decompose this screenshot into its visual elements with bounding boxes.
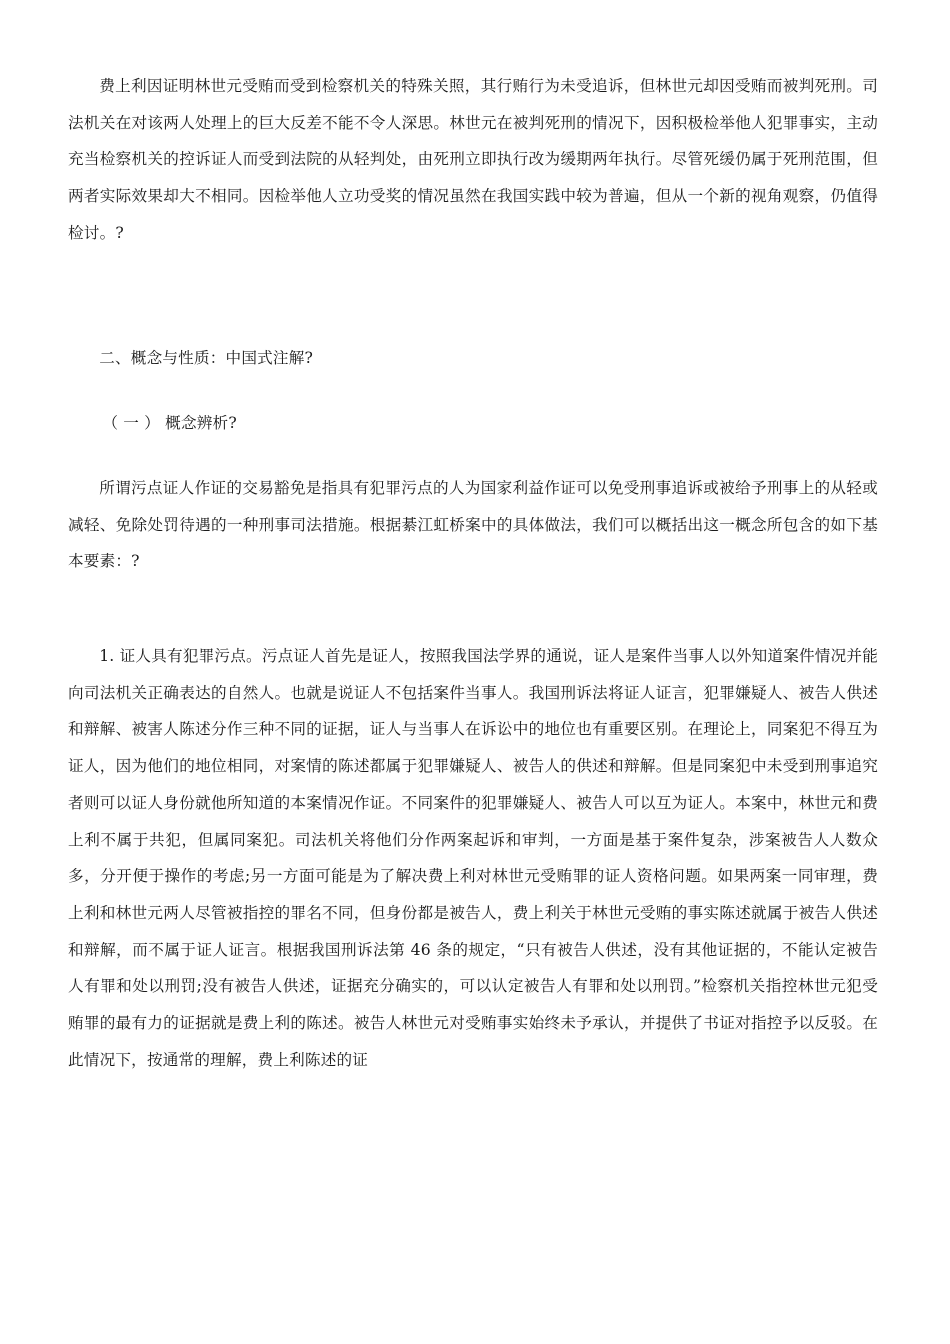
body-paragraph: 费上利因证明林世元受贿而受到检察机关的特殊关照，其行贿行为未受追诉，但林世元却因受贿而被判死刑。司法机关在对该两人处理上的巨大反差不能不令人深思。林世元在被判死刑的情况下，因积极检举他人犯罪事实，主动充当检察机关的控诉证人而受到法院的从轻判处，由死刑立即执行改为缓期两年执行。尽管死缓仍属于死刑范围，但两者实际效果却大不相同。因检举他人立功受奖的情况虽然在我国实践中较为普遍，但从一个新的视角观察，仍值得检讨。? (68, 77, 878, 242)
body-paragraph: 所谓污点证人作证的交易豁免是指具有犯罪污点的人为国家利益作证可以免受刑事追诉或被给予刑事上的从轻或减轻、免除处罚待遇的一种刑事司法措施。根据綦江虹桥案中的具体做法，我们可以概括出这一概念所包含的如下基本要素：? (68, 479, 878, 571)
subsection-heading: （ 一 ） 概念辨析? (102, 414, 237, 432)
section-heading: 二、概念与性质：中国式注解? (99, 349, 314, 367)
body-paragraph: 1. 证人具有犯罪污点。污点证人首先是证人，按照我国法学界的通说，证人是案件当事人以外知道案件情况并能向司法机关正确表达的自然人。也就是说证人不包括案件当事人。我国刑诉法将证人证言，犯罪嫌疑人、被告人供述和辩解、被害人陈述分作三种不同的证据，证人与当事人在诉讼中的地位也有重要区别。在理论上，同案犯不得互为证人，因为他们的地位相同，对案情的陈述都属于犯罪嫌疑人、被告人的供述和辩解。但是同案犯中未受到刑事追究者则可以证人身份就他所知道的本案情况作证。不同案件的犯罪嫌疑人、被告人可以互为证人。本案中，林世元和费上利不属于共犯，但属同案犯。司法机关将他们分作两案起诉和审判，一方面是基于案件复杂，涉案被告人人数众多，分开便于操作的考虑;另一方面可能是为了解决费上利对林世元受贿罪的证人资格问题。如果两案一同审理，费上利和林世元两人尽管被指控的罪名不同，但身份都是被告人，费上利关于林世元受贿的事实陈述就属于被告人供述和辩解，而不属于证人证言。根据我国刑诉法第 46 条的规定，“只有被告人供述，没有其他证据的，不能认定被告人有罪和处以刑罚;没有被告人供述，证据充分确实的，可以认定被告人有罪和处以刑罚。”检察机关指控林世元犯受贿罪的最有力的证据就是费上利的陈述。被告人林世元对受贿事实始终未予承认，并提供了书证对指控予以反驳。在此情况下，按通常的理解，费上利陈述的证 (68, 647, 878, 1069)
